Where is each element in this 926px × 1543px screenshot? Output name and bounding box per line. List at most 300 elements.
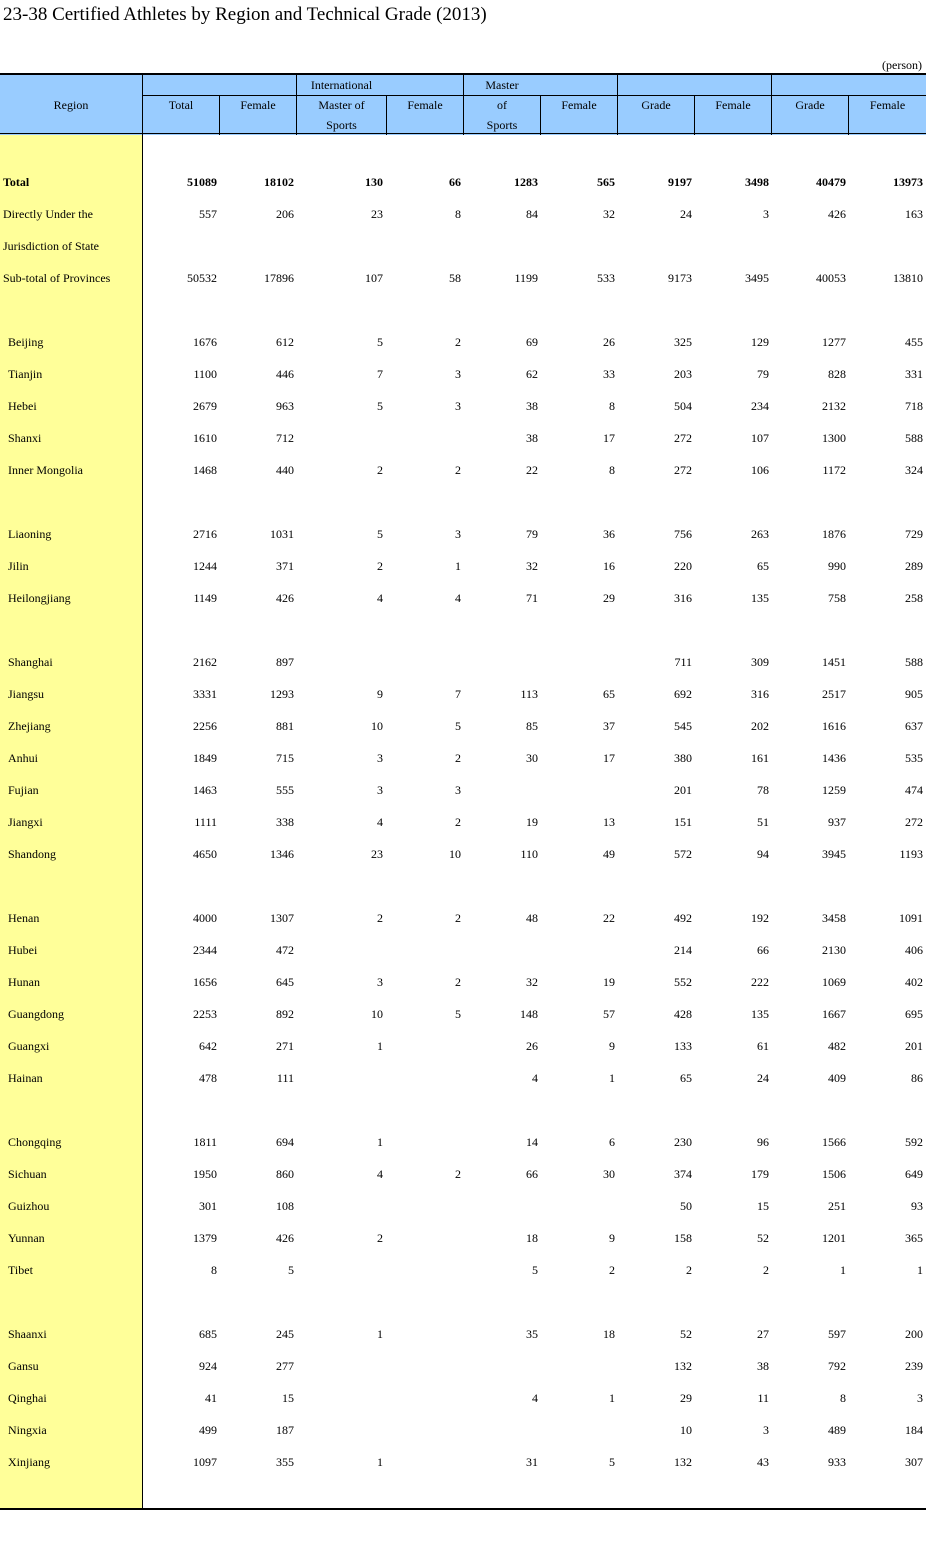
row-value-cell: 15 <box>282 1391 294 1405</box>
table-row <box>0 972 926 992</box>
row-value-cell: 1097 <box>193 1455 217 1469</box>
row-value-cell: 2 <box>455 911 461 925</box>
row-region-name: Shanghai <box>8 655 53 669</box>
header-grade-1: Grade <box>641 98 671 112</box>
row-value-cell: 472 <box>276 943 294 957</box>
row-value-cell: 130 <box>365 175 383 189</box>
row-value-cell: 78 <box>757 783 769 797</box>
row-value-cell: 32 <box>526 559 538 573</box>
header-intl-female: Female <box>407 98 443 112</box>
row-value-cell: 113 <box>520 687 538 701</box>
row-value-cell: 84 <box>526 207 538 221</box>
row-region-name: Xinjiang <box>8 1455 50 1469</box>
row-value-cell: 22 <box>526 463 538 477</box>
row-value-cell: 51089 <box>187 175 217 189</box>
row-region-name: Hunan <box>8 975 40 989</box>
row-value-cell: 3 <box>455 527 461 541</box>
row-region-name: Beijing <box>8 335 44 349</box>
row-value-cell: 552 <box>674 975 692 989</box>
row-value-cell: 9173 <box>668 271 692 285</box>
row-value-cell: 758 <box>828 591 846 605</box>
row-value-cell: 22 <box>603 911 615 925</box>
table-row <box>0 588 926 608</box>
row-value-cell: 1293 <box>270 687 294 701</box>
row-region-name: Guangxi <box>8 1039 50 1053</box>
row-value-cell: 535 <box>905 751 923 765</box>
row-value-cell: 3 <box>763 207 769 221</box>
row-value-cell: 3 <box>377 975 383 989</box>
row-value-cell: 2517 <box>822 687 846 701</box>
row-value-cell: 2130 <box>822 943 846 957</box>
row-value-cell: 2 <box>377 911 383 925</box>
row-value-cell: 8 <box>840 1391 846 1405</box>
row-value-cell: 937 <box>828 815 846 829</box>
row-value-cell: 892 <box>276 1007 294 1021</box>
row-region-name: Hainan <box>8 1071 43 1085</box>
table-row <box>0 1420 926 1440</box>
row-value-cell: 1667 <box>822 1007 846 1021</box>
row-value-cell: 4 <box>377 591 383 605</box>
table-row <box>0 748 926 768</box>
row-value-cell: 685 <box>199 1327 217 1341</box>
row-value-cell: 2 <box>686 1263 692 1277</box>
row-value-cell: 324 <box>905 463 923 477</box>
row-value-cell: 33 <box>603 367 615 381</box>
row-value-cell: 1346 <box>270 847 294 861</box>
row-value-cell: 3 <box>377 751 383 765</box>
row-value-cell: 3 <box>455 367 461 381</box>
row-value-cell: 85 <box>526 719 538 733</box>
table-row <box>0 1324 926 1344</box>
table-row <box>0 268 926 288</box>
table-row <box>0 396 926 416</box>
row-value-cell: 1307 <box>270 911 294 925</box>
row-region-name: Directly Under the <box>3 207 93 221</box>
header-grade-2-female: Female <box>869 98 906 112</box>
row-value-cell: 756 <box>674 527 692 541</box>
row-value-cell: 107 <box>751 431 769 445</box>
row-value-cell: 1 <box>377 1039 383 1053</box>
row-value-cell: 557 <box>199 207 217 221</box>
row-value-cell: 4 <box>532 1391 538 1405</box>
row-value-cell: 26 <box>526 1039 538 1053</box>
table-row <box>0 716 926 736</box>
row-value-cell: 2 <box>455 463 461 477</box>
row-value-cell: 3 <box>917 1391 923 1405</box>
row-value-cell: 1283 <box>514 175 538 189</box>
row-value-cell: 1193 <box>899 847 923 861</box>
table-row <box>0 1196 926 1216</box>
table-row <box>0 364 926 384</box>
row-value-cell: 2132 <box>822 399 846 413</box>
table-row <box>0 1068 926 1088</box>
row-value-cell: 35 <box>526 1327 538 1341</box>
row-value-cell: 1616 <box>822 719 846 733</box>
row-value-cell: 905 <box>905 687 923 701</box>
row-value-cell: 57 <box>603 1007 615 1021</box>
row-value-cell: 71 <box>526 591 538 605</box>
row-value-cell: 718 <box>905 399 923 413</box>
row-value-cell: 245 <box>276 1327 294 1341</box>
row-value-cell: 86 <box>911 1071 923 1085</box>
row-region-name: Total <box>3 175 30 189</box>
row-value-cell: 649 <box>905 1167 923 1181</box>
table-row <box>0 1132 926 1152</box>
table-row <box>0 204 926 224</box>
row-value-cell: 79 <box>757 367 769 381</box>
row-value-cell: 1 <box>377 1327 383 1341</box>
row-region-name: Sichuan <box>8 1167 47 1181</box>
row-value-cell: 1091 <box>899 911 923 925</box>
row-value-cell: 3 <box>377 783 383 797</box>
row-value-cell: 729 <box>905 527 923 541</box>
row-value-cell: 13 <box>603 815 615 829</box>
row-value-cell: 3945 <box>822 847 846 861</box>
row-value-cell: 201 <box>674 783 692 797</box>
row-value-cell: 43 <box>757 1455 769 1469</box>
row-value-cell: 23 <box>371 847 383 861</box>
row-value-cell: 455 <box>905 335 923 349</box>
row-value-cell: 8 <box>455 207 461 221</box>
table-row <box>0 1036 926 1056</box>
row-value-cell: 1811 <box>193 1135 217 1149</box>
table-row <box>0 1356 926 1376</box>
header-intl-line2: Master of <box>318 98 365 112</box>
row-value-cell: 545 <box>674 719 692 733</box>
table-row <box>0 172 926 192</box>
row-value-cell: 3 <box>455 783 461 797</box>
row-value-cell: 251 <box>828 1199 846 1213</box>
table-row <box>0 236 926 256</box>
row-region-name: Jurisdiction of State <box>3 239 99 253</box>
row-value-cell: 694 <box>276 1135 294 1149</box>
row-value-cell: 3 <box>763 1423 769 1437</box>
row-value-cell: 50 <box>680 1199 692 1213</box>
row-value-cell: 66 <box>449 175 461 189</box>
row-value-cell: 192 <box>751 911 769 925</box>
row-value-cell: 440 <box>276 463 294 477</box>
row-value-cell: 1463 <box>193 783 217 797</box>
row-region-name: Heilongjiang <box>8 591 71 605</box>
table-row <box>0 1452 926 1472</box>
row-region-name: Hebei <box>8 399 37 413</box>
row-value-cell: 492 <box>674 911 692 925</box>
row-value-cell: 132 <box>674 1455 692 1469</box>
page-title: 23-38 Certified Athletes by Region and Technical Grade (2013) <box>3 4 487 25</box>
row-region-name: Shandong <box>8 847 56 861</box>
table-row <box>0 1004 926 1024</box>
row-value-cell: 1111 <box>194 815 217 829</box>
header-intl-line1: International <box>310 78 373 92</box>
row-value-cell: 1172 <box>822 463 846 477</box>
row-value-cell: 19 <box>526 815 538 829</box>
row-value-cell: 48 <box>526 911 538 925</box>
row-value-cell: 1468 <box>193 463 217 477</box>
row-value-cell: 8 <box>609 399 615 413</box>
row-value-cell: 10 <box>371 1007 383 1021</box>
row-value-cell: 316 <box>751 687 769 701</box>
row-value-cell: 428 <box>674 1007 692 1021</box>
row-value-cell: 94 <box>757 847 769 861</box>
row-value-cell: 9 <box>609 1039 615 1053</box>
row-value-cell: 1379 <box>193 1231 217 1245</box>
row-value-cell: 40479 <box>816 175 846 189</box>
row-value-cell: 158 <box>674 1231 692 1245</box>
table-bottom-rule <box>0 1508 926 1510</box>
row-value-cell: 1300 <box>822 431 846 445</box>
row-value-cell: 712 <box>276 431 294 445</box>
row-value-cell: 588 <box>905 655 923 669</box>
row-value-cell: 41 <box>205 1391 217 1405</box>
row-region-name: Chongqing <box>8 1135 62 1149</box>
row-region-name: Jilin <box>8 559 29 573</box>
row-value-cell: 36 <box>603 527 615 541</box>
row-value-cell: 258 <box>905 591 923 605</box>
row-value-cell: 2 <box>609 1263 615 1277</box>
row-value-cell: 2 <box>455 751 461 765</box>
row-value-cell: 371 <box>276 559 294 573</box>
row-value-cell: 202 <box>751 719 769 733</box>
row-value-cell: 2253 <box>193 1007 217 1021</box>
row-value-cell: 4 <box>377 1167 383 1181</box>
row-value-cell: 5 <box>455 719 461 733</box>
row-value-cell: 637 <box>905 719 923 733</box>
row-value-cell: 325 <box>674 335 692 349</box>
row-value-cell: 1 <box>609 1071 615 1085</box>
row-value-cell: 66 <box>526 1167 538 1181</box>
row-value-cell: 200 <box>905 1327 923 1341</box>
row-value-cell: 4650 <box>193 847 217 861</box>
row-value-cell: 203 <box>674 367 692 381</box>
row-value-cell: 18102 <box>264 175 294 189</box>
row-value-cell: 40053 <box>816 271 846 285</box>
row-value-cell: 642 <box>199 1039 217 1053</box>
row-value-cell: 1199 <box>514 271 538 285</box>
row-value-cell: 49 <box>603 847 615 861</box>
row-value-cell: 1 <box>377 1135 383 1149</box>
row-value-cell: 2 <box>455 1167 461 1181</box>
row-region-name: Tibet <box>8 1263 33 1277</box>
row-value-cell: 17896 <box>264 271 294 285</box>
unit-label: (person) <box>882 58 922 72</box>
row-value-cell: 402 <box>905 975 923 989</box>
row-value-cell: 187 <box>276 1423 294 1437</box>
row-value-cell: 1 <box>377 1455 383 1469</box>
row-value-cell: 14 <box>526 1135 538 1149</box>
row-region-name: Jiangsu <box>8 687 44 701</box>
row-value-cell: 51 <box>757 815 769 829</box>
row-value-cell: 1656 <box>193 975 217 989</box>
row-region-name: Shanxi <box>8 431 42 445</box>
row-value-cell: 446 <box>276 367 294 381</box>
row-value-cell: 3495 <box>745 271 769 285</box>
row-value-cell: 30 <box>603 1167 615 1181</box>
header-region: Region <box>53 98 89 112</box>
row-value-cell: 692 <box>674 687 692 701</box>
row-value-cell: 17 <box>603 431 615 445</box>
row-value-cell: 32 <box>526 975 538 989</box>
row-value-cell: 338 <box>276 815 294 829</box>
row-value-cell: 504 <box>674 399 692 413</box>
header-intl-line3: Sports <box>326 118 357 132</box>
row-value-cell: 374 <box>674 1167 692 1181</box>
row-value-cell: 271 <box>276 1039 294 1053</box>
row-value-cell: 963 <box>276 399 294 413</box>
row-value-cell: 30 <box>526 751 538 765</box>
row-value-cell: 129 <box>751 335 769 349</box>
row-value-cell: 7 <box>455 687 461 701</box>
header-grade-1-female: Female <box>715 98 751 112</box>
row-region-name: Qinghai <box>8 1391 47 1405</box>
table-row <box>0 1260 926 1280</box>
row-value-cell: 106 <box>751 463 769 477</box>
row-value-cell: 107 <box>365 271 383 285</box>
row-value-cell: 1 <box>840 1263 846 1277</box>
row-value-cell: 2 <box>763 1263 769 1277</box>
row-value-cell: 111 <box>276 1071 294 1085</box>
row-value-cell: 201 <box>905 1039 923 1053</box>
row-value-cell: 15 <box>757 1199 769 1213</box>
row-value-cell: 1 <box>455 559 461 573</box>
row-value-cell: 151 <box>674 815 692 829</box>
row-value-cell: 272 <box>674 431 692 445</box>
row-value-cell: 50532 <box>187 271 217 285</box>
row-value-cell: 2 <box>377 559 383 573</box>
row-value-cell: 3498 <box>745 175 769 189</box>
row-value-cell: 426 <box>276 591 294 605</box>
table-row <box>0 844 926 864</box>
row-value-cell: 10 <box>680 1423 692 1437</box>
table-row <box>0 652 926 672</box>
row-value-cell: 933 <box>828 1455 846 1469</box>
row-value-cell: 9 <box>377 687 383 701</box>
row-value-cell: 1451 <box>822 655 846 669</box>
row-value-cell: 1436 <box>822 751 846 765</box>
row-value-cell: 1259 <box>822 783 846 797</box>
row-value-cell: 9 <box>609 1231 615 1245</box>
row-value-cell: 5 <box>288 1263 294 1277</box>
header-master-line2: of <box>497 98 507 112</box>
row-value-cell: 38 <box>757 1359 769 1373</box>
row-value-cell: 65 <box>757 559 769 573</box>
table-row <box>0 1228 926 1248</box>
row-value-cell: 1244 <box>193 559 217 573</box>
row-value-cell: 214 <box>674 943 692 957</box>
row-value-cell: 2256 <box>193 719 217 733</box>
statistics-table <box>0 73 926 1510</box>
row-value-cell: 1506 <box>822 1167 846 1181</box>
table-row <box>0 524 926 544</box>
row-value-cell: 289 <box>905 559 923 573</box>
row-value-cell: 66 <box>757 943 769 957</box>
row-value-cell: 990 <box>828 559 846 573</box>
row-value-cell: 13973 <box>893 175 923 189</box>
row-region-name: Guizhou <box>8 1199 50 1213</box>
row-value-cell: 26 <box>603 335 615 349</box>
row-value-cell: 148 <box>520 1007 538 1021</box>
row-value-cell: 23 <box>371 207 383 221</box>
table-row <box>0 1388 926 1408</box>
row-value-cell: 565 <box>597 175 615 189</box>
row-value-cell: 406 <box>905 943 923 957</box>
row-value-cell: 8 <box>211 1263 217 1277</box>
row-region-name: Ningxia <box>8 1423 47 1437</box>
row-value-cell: 10 <box>371 719 383 733</box>
table-row <box>0 684 926 704</box>
row-value-cell: 1 <box>609 1391 615 1405</box>
row-value-cell: 220 <box>674 559 692 573</box>
row-value-cell: 38 <box>526 399 538 413</box>
row-value-cell: 93 <box>911 1199 923 1213</box>
row-value-cell: 1950 <box>193 1167 217 1181</box>
row-value-cell: 5 <box>377 335 383 349</box>
row-value-cell: 1 <box>917 1263 923 1277</box>
row-value-cell: 555 <box>276 783 294 797</box>
row-value-cell: 2679 <box>193 399 217 413</box>
table-row <box>0 780 926 800</box>
row-value-cell: 79 <box>526 527 538 541</box>
row-value-cell: 499 <box>199 1423 217 1437</box>
row-value-cell: 135 <box>751 1007 769 1021</box>
row-region-name: Jiangxi <box>8 815 43 829</box>
row-region-name: Hubei <box>8 943 38 957</box>
row-value-cell: 355 <box>276 1455 294 1469</box>
row-region-name: Fujian <box>8 783 39 797</box>
row-value-cell: 17 <box>603 751 615 765</box>
row-region-name: Henan <box>8 911 40 925</box>
row-value-cell: 409 <box>828 1071 846 1085</box>
table-row <box>0 812 926 832</box>
row-value-cell: 1876 <box>822 527 846 541</box>
row-value-cell: 474 <box>905 783 923 797</box>
row-value-cell: 695 <box>905 1007 923 1021</box>
row-value-cell: 184 <box>905 1423 923 1437</box>
row-value-cell: 1149 <box>193 591 217 605</box>
row-value-cell: 61 <box>757 1039 769 1053</box>
row-value-cell: 161 <box>751 751 769 765</box>
row-value-cell: 3458 <box>822 911 846 925</box>
row-value-cell: 222 <box>751 975 769 989</box>
row-value-cell: 5 <box>532 1263 538 1277</box>
row-value-cell: 2716 <box>193 527 217 541</box>
row-value-cell: 65 <box>680 1071 692 1085</box>
row-region-name: Inner Mongolia <box>8 463 83 477</box>
row-value-cell: 96 <box>757 1135 769 1149</box>
row-value-cell: 5 <box>377 527 383 541</box>
row-value-cell: 426 <box>276 1231 294 1245</box>
row-value-cell: 5 <box>377 399 383 413</box>
row-value-cell: 478 <box>199 1071 217 1085</box>
row-value-cell: 301 <box>199 1199 217 1213</box>
row-value-cell: 316 <box>674 591 692 605</box>
row-value-cell: 1566 <box>822 1135 846 1149</box>
row-region-name: Sub-total of Provinces <box>3 271 111 285</box>
row-value-cell: 4000 <box>193 911 217 925</box>
row-value-cell: 10 <box>449 847 461 861</box>
row-value-cell: 860 <box>276 1167 294 1181</box>
row-value-cell: 2 <box>377 1231 383 1245</box>
row-value-cell: 230 <box>674 1135 692 1149</box>
row-value-cell: 1849 <box>193 751 217 765</box>
row-value-cell: 110 <box>520 847 538 861</box>
header-grade-2: Grade <box>795 98 825 112</box>
row-value-cell: 307 <box>905 1455 923 1469</box>
row-value-cell: 58 <box>449 271 461 285</box>
row-region-name: Yunnan <box>8 1231 45 1245</box>
row-value-cell: 4 <box>455 591 461 605</box>
row-value-cell: 597 <box>828 1327 846 1341</box>
header-total-female: Female <box>240 98 276 112</box>
